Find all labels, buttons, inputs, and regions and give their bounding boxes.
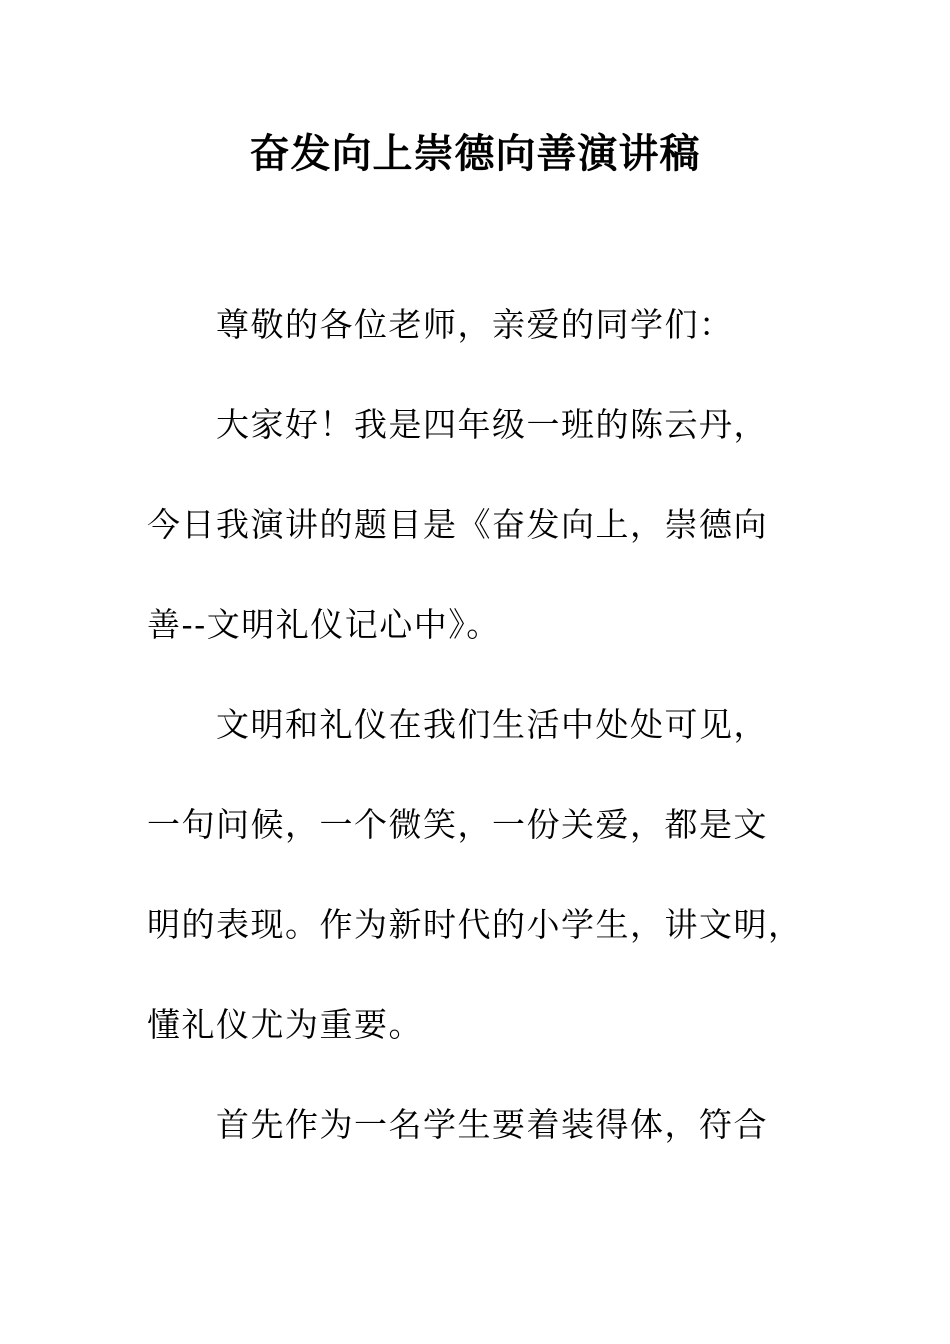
paragraph-1-line-3: 善--文明礼仪记心中》。 [147, 605, 501, 644]
paragraph-2-line-4: 懂礼仪尤为重要。 [147, 1005, 423, 1044]
document-title: 奋发向上崇德向善演讲稿 [249, 131, 701, 177]
salutation-line: 尊敬的各位老师，亲爱的同学们： [216, 305, 734, 344]
paragraph-2-line-3: 明的表现。作为新时代的小学生，讲文明， [147, 905, 803, 944]
paragraph-1-line-2: 今日我演讲的题目是《奋发向上，崇德向 [147, 505, 768, 544]
paragraph-2-line-2: 一句问候，一个微笑，一份关爱，都是文 [147, 805, 768, 844]
paragraph-2-line-1: 文明和礼仪在我们生活中处处可见， [216, 705, 768, 744]
paragraph-1-line-1: 大家好！我是四年级一班的陈云丹， [216, 405, 768, 444]
paragraph-3-line-1: 首先作为一名学生要着装得体，符合 [216, 1105, 768, 1144]
